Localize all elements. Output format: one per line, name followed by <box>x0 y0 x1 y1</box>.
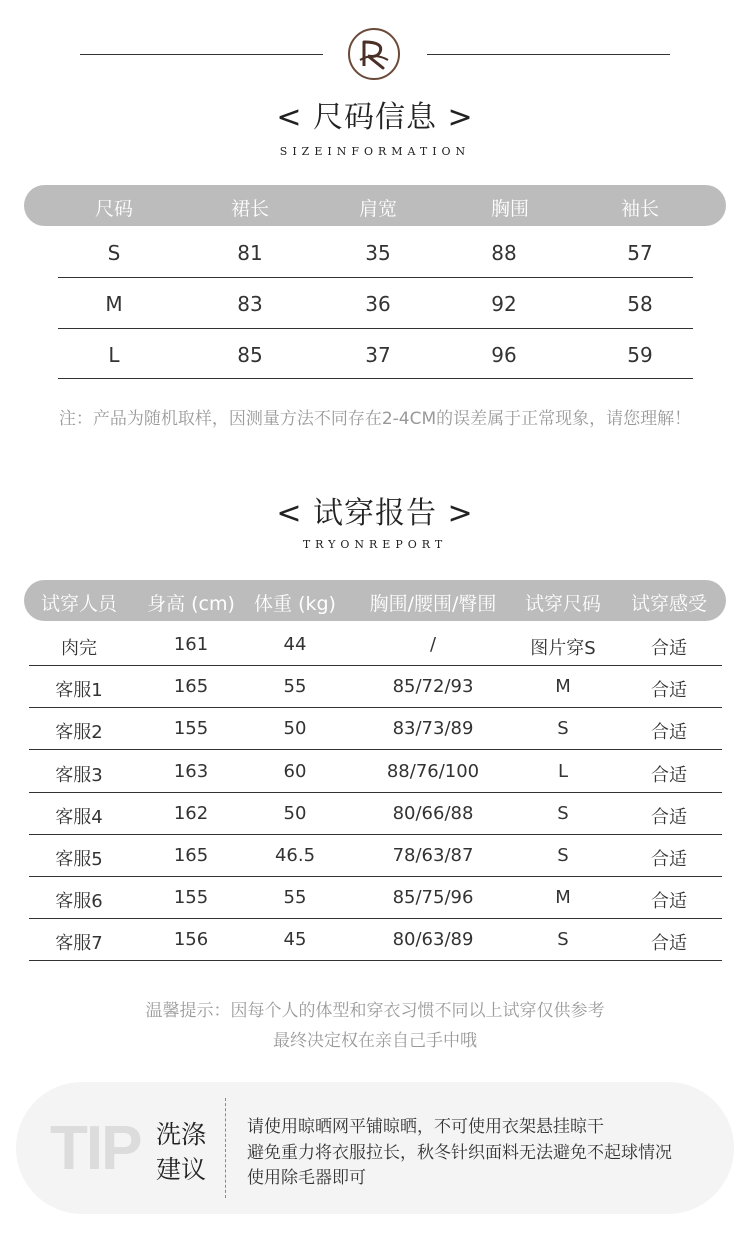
tryon-cell: 163 <box>173 760 209 782</box>
tryon-cell: 60 <box>283 760 307 782</box>
tryon-cell: 肉完 <box>61 638 97 659</box>
size-cell: 88 <box>491 241 517 265</box>
tryon-cell: 图片穿S <box>530 638 596 659</box>
tryon-cell: 80/66/88 <box>392 802 474 824</box>
size-cell: M <box>105 292 123 316</box>
tryon-cell: S <box>557 802 569 824</box>
tryon-cell: 合适 <box>651 933 687 955</box>
row-divider <box>58 328 693 329</box>
size-cell: 57 <box>627 241 653 265</box>
tryon-cell: 156 <box>173 929 209 951</box>
tryon-cell: 客服4 <box>55 806 103 828</box>
size-header-cell: 肩宽 <box>358 198 397 220</box>
size-section-title: < 尺码信息 > <box>276 100 474 135</box>
size-cell: 59 <box>627 343 653 367</box>
tryon-cell: 合适 <box>651 722 687 744</box>
tryon-cell: 合适 <box>651 891 687 913</box>
row-divider <box>29 665 722 666</box>
tryon-cell: 客服6 <box>55 891 103 913</box>
tryon-cell: 客服5 <box>55 849 103 870</box>
tryon-cell: 155 <box>173 718 209 740</box>
size-cell: 83 <box>237 292 263 316</box>
tryon-cell: 合适 <box>651 849 687 870</box>
tryon-header-cell: 试穿人员 <box>40 593 117 615</box>
tryon-cell: 85/75/96 <box>392 887 474 909</box>
tryon-header-cell: 试穿感受 <box>630 593 707 615</box>
size-section-subtitle: SIZEINFORMATION <box>279 145 471 158</box>
tryon-cell: S <box>557 929 569 951</box>
tryon-tip-line: 温馨提示：因每个人的体型和穿衣习惯不同以上试穿仅供参考 <box>145 1001 605 1021</box>
size-cell: 36 <box>365 292 391 316</box>
tryon-header-cell: 身高 (cm) <box>147 593 235 615</box>
tryon-cell: 165 <box>173 676 209 698</box>
tryon-cell: 44 <box>283 634 307 655</box>
tryon-cell: 55 <box>283 887 307 909</box>
tryon-cell: 合适 <box>651 638 687 659</box>
tryon-cell: 客服1 <box>55 680 103 702</box>
row-divider <box>29 960 722 961</box>
tryon-cell: 客服7 <box>55 933 103 955</box>
tryon-cell: 161 <box>173 634 209 655</box>
size-cell: S <box>107 241 121 265</box>
tryon-cell: 78/63/87 <box>392 845 474 866</box>
size-cell: 81 <box>237 241 263 265</box>
tryon-cell: 88/76/100 <box>386 760 480 782</box>
wash-divider <box>225 1098 226 1198</box>
tip-label: TIP <box>50 1114 141 1183</box>
size-header-cell: 胸围 <box>490 198 529 220</box>
tryon-cell: M <box>555 676 571 698</box>
tryon-header-cell: 试穿尺码 <box>524 593 601 615</box>
tryon-cell: 80/63/89 <box>392 929 474 951</box>
size-cell: 96 <box>491 343 517 367</box>
tryon-cell: 46.5 <box>274 845 316 866</box>
wash-label: 洗涤 <box>156 1120 207 1149</box>
tryon-cell: 55 <box>283 676 307 698</box>
header-line-left <box>80 54 323 55</box>
tryon-cell: 客服2 <box>55 722 103 744</box>
row-divider <box>29 876 722 877</box>
size-cell: 92 <box>491 292 517 316</box>
brand-logo-icon <box>348 28 400 80</box>
tryon-cell: M <box>555 887 571 909</box>
row-divider <box>29 707 722 708</box>
tryon-cell: / <box>429 634 437 655</box>
size-cell: 58 <box>627 292 653 316</box>
tryon-cell: S <box>557 718 569 740</box>
tryon-cell: 50 <box>283 802 307 824</box>
tryon-header-cell: 胸围/腰围/臀围 <box>369 593 497 615</box>
tryon-cell: 客服3 <box>55 764 103 786</box>
size-header-cell: 尺码 <box>94 198 133 220</box>
row-divider <box>29 918 722 919</box>
wash-advice-line: 请使用晾晒网平铺晾晒，不可使用衣架悬挂晾干 <box>247 1117 604 1137</box>
size-header-cell: 袖长 <box>620 198 659 220</box>
tryon-cell: 85/72/93 <box>392 676 474 698</box>
row-divider <box>58 378 693 379</box>
size-cell: L <box>108 343 120 367</box>
tryon-cell: 83/73/89 <box>392 718 474 740</box>
tryon-section-title: < 试穿报告 > <box>276 496 474 531</box>
row-divider <box>58 277 693 278</box>
tryon-section-subtitle: TRYONREPORT <box>302 538 448 551</box>
tryon-cell: 45 <box>283 929 307 951</box>
tryon-cell: 155 <box>173 887 209 909</box>
tryon-cell: S <box>557 845 569 866</box>
header-line-right <box>427 54 670 55</box>
size-cell: 85 <box>237 343 263 367</box>
size-note: 注：产品为随机取样，因测量方法不同存在2-4CM的误差属于正常现象，请您理解！ <box>58 409 692 429</box>
wash-label: 建议 <box>156 1155 207 1184</box>
tryon-cell: 165 <box>173 845 209 866</box>
tryon-cell: 合适 <box>651 680 687 702</box>
size-cell: 35 <box>365 241 391 265</box>
tryon-tip-line: 最终决定权在亲自己手中哦 <box>273 1031 477 1051</box>
tryon-cell: 50 <box>283 718 307 740</box>
wash-advice-line: 使用除毛器即可 <box>247 1168 366 1188</box>
tryon-cell: 合适 <box>651 764 687 786</box>
size-cell: 37 <box>365 343 391 367</box>
tryon-header-cell: 体重 (kg) <box>254 593 336 615</box>
tryon-cell: L <box>557 760 569 782</box>
row-divider <box>29 834 722 835</box>
row-divider <box>29 792 722 793</box>
row-divider <box>29 749 722 750</box>
wash-advice-line: 避免重力将衣服拉长，秋冬针织面料无法避免不起球情况 <box>247 1143 672 1163</box>
tryon-cell: 合适 <box>651 806 687 828</box>
tryon-cell: 162 <box>173 802 209 824</box>
size-header-cell: 裙长 <box>230 198 269 220</box>
